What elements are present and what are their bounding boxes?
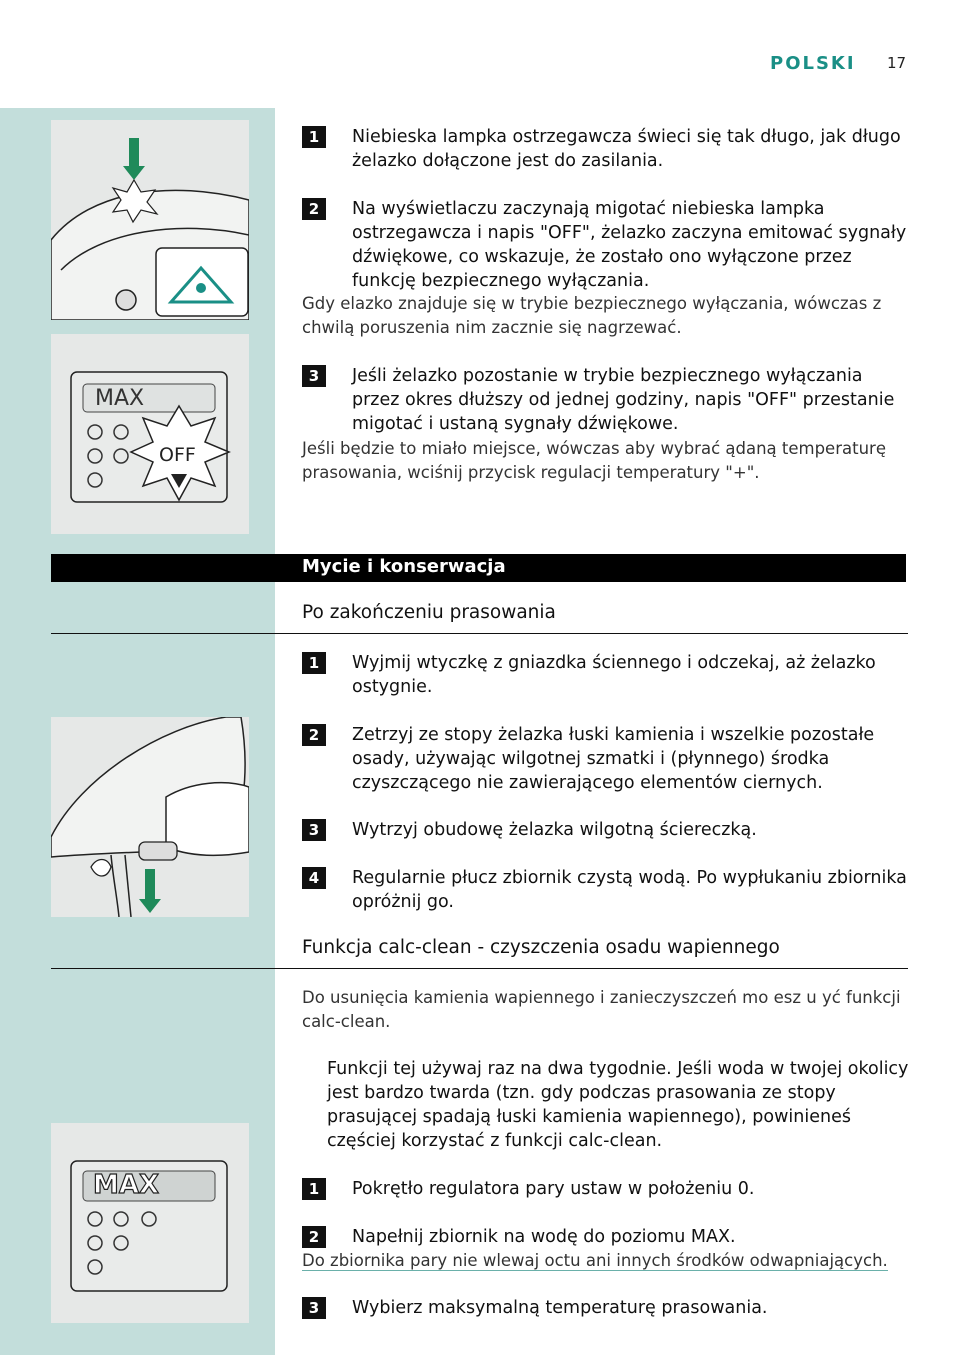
language-label: POLSKI — [770, 53, 856, 74]
step-text: Pokrętło regulatora pary ustaw w położeniu 0. — [352, 1179, 755, 1199]
page-number: 17 — [887, 54, 907, 72]
step-text: Na wyświetlaczu zaczynają migotać niebieska lampka ostrzegawcza i napis "OFF", żelazko zaczyna emitować sygnały dźwiękowe, co wskazuje, że zostało ono wyłączone przez funkcję bezpiecznego wyłączania. — [352, 199, 907, 291]
step-text: Wytrzyj obudowę żelazka wilgotną ściereczką. — [352, 820, 757, 840]
step-2 — [302, 1225, 912, 1249]
subheading-calc-clean: Funkcja calc-clean - czyszczenia osadu wapiennego — [302, 937, 780, 958]
note-no-vinegar — [302, 1249, 912, 1273]
step-3 — [302, 1296, 912, 1320]
iron-emptying-illustration — [51, 717, 249, 917]
display-max-label: MAX — [95, 386, 145, 411]
step-text: Wybierz maksymalną temperaturę prasowania. — [352, 1298, 768, 1318]
step-text: Napełnij zbiornik na wodę do poziomu MAX. — [352, 1227, 736, 1247]
step-text: Niebieska lampka ostrzegawcza świeci się tak długo, jak długo żelazko dołączone jest do zasilania. — [352, 127, 901, 171]
note-text: Do zbiornika pary nie wlewaj octu ani innych środków odwapniających. — [302, 1251, 888, 1270]
step-number: 2 — [302, 198, 326, 220]
step-text: Zetrzyj ze stopy żelazka łuski kamienia i wszelkie pozostałe osady, używając wilgotnej szmatki i (płynnego) środka czyszczącego nie zawierającego elementów ciernych. — [352, 725, 875, 793]
step-1 — [302, 125, 912, 173]
divider — [51, 968, 908, 969]
calc-clean-intro: Do usunięcia kamienia wapiennego i zanieczyszczeń mo esz u yć funkcji calc-clean. — [302, 988, 901, 1031]
step-text: Wyjmij wtyczkę z gniazdka ściennego i odczekaj, aż żelazko ostygnie. — [352, 653, 876, 697]
step-1 — [302, 1177, 912, 1201]
step-4 — [302, 866, 912, 914]
step-1 — [302, 651, 912, 699]
step-2 — [302, 723, 912, 795]
note-safety: Gdy elazko znajduje się w trybie bezpiecznego wyłączania, wówczas z chwilą poruszenia nim zacznie się nagrzewać. — [302, 294, 882, 337]
calc-clean-advice: Funkcji tej używaj raz na dwa tygodnie. Jeśli woda w twojej okolicy jest bardzo twarda (tzn. gdy podczas prasowania ze stopy prasującej spadają łuski kamienia wapiennego), powinieneś częściej korzystać z funkcji calc-clean. — [327, 1059, 909, 1151]
step-text: Regularnie płucz zbiornik czystą wodą. Po wypłukaniu zbiornika opróżnij go. — [352, 868, 907, 912]
step-number: 1 — [302, 1178, 326, 1200]
display-max-label: MAX — [93, 1170, 160, 1200]
step-text: Jeśli żelazko pozostanie w trybie bezpiecznego wyłączania przez okres dłuższy od jednej godziny, napis "OFF" przestanie migotać i ustaną sygnały dźwiękowe. — [352, 366, 895, 434]
step-number: 1 — [302, 126, 326, 148]
step-number: 4 — [302, 867, 326, 889]
step-2 — [302, 197, 912, 293]
step-number: 1 — [302, 652, 326, 674]
step-3 — [302, 818, 912, 842]
note-temperature: Jeśli będzie to miało miejsce, wówczas aby wybrać ądaną temperaturę prasowania, wciśnij przycisk regulacji temperatury "+". — [302, 439, 886, 482]
step-number: 3 — [302, 365, 326, 387]
step-number: 3 — [302, 819, 326, 841]
section-title: Mycie i konserwacja — [302, 556, 506, 577]
display-max-illustration — [51, 1123, 249, 1323]
step-number: 2 — [302, 724, 326, 746]
subheading-after-ironing: Po zakończeniu prasowania — [302, 602, 556, 623]
step-3 — [302, 364, 912, 436]
divider — [51, 633, 908, 634]
step-number: 3 — [302, 1297, 326, 1319]
iron-light-illustration — [51, 120, 249, 320]
display-off-label: OFF — [159, 444, 196, 466]
section-header — [51, 554, 906, 582]
display-off-illustration — [51, 334, 249, 534]
step-number: 2 — [302, 1226, 326, 1248]
